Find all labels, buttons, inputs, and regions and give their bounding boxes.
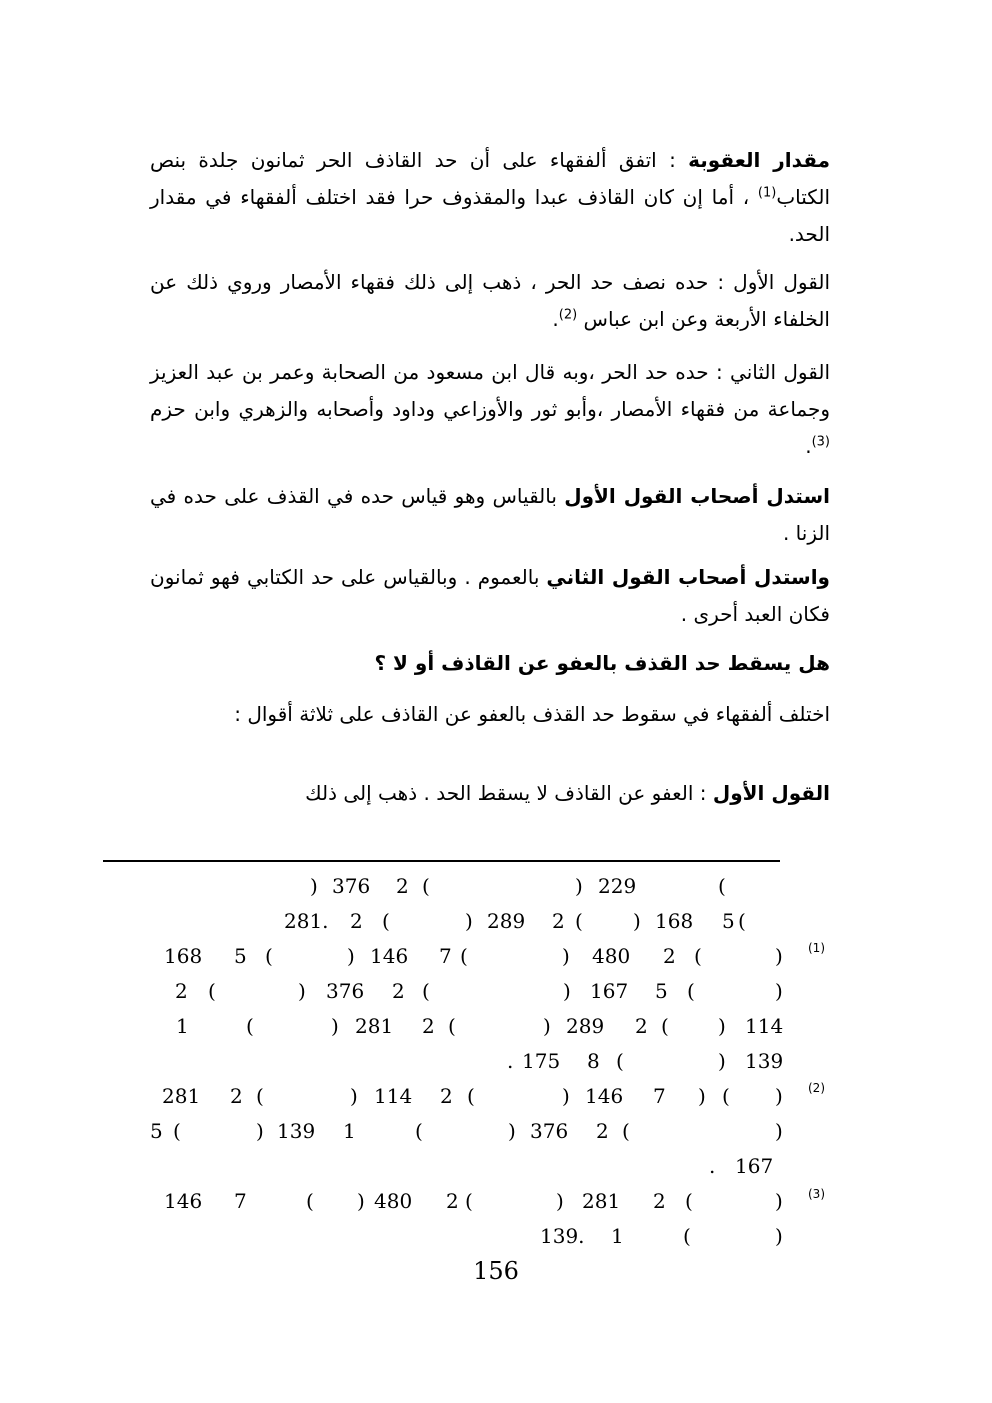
- paragraph-disagreement: [150, 696, 830, 733]
- paragraph-second-opinion: [150, 354, 830, 465]
- footnote-token: ): [775, 1224, 783, 1248]
- footnote-token: ): [775, 944, 783, 968]
- paragraph-text: بالقياس وهو قياس حده في القذف على حده في الزنا .: [150, 484, 830, 545]
- footnote-token: 5: [234, 944, 247, 968]
- footnote-token: ): [347, 944, 355, 968]
- footnote-token: 168: [164, 944, 203, 968]
- footnote-token: 289: [566, 1014, 605, 1038]
- bold-term: مقدار العقوبة: [688, 148, 830, 172]
- footnote-token: 2: [653, 1189, 666, 1213]
- footnote-token: (: [422, 874, 430, 898]
- footnote-token: (: [718, 874, 726, 898]
- footnote-token: 139.: [540, 1224, 585, 1248]
- footnote-token: ): [775, 1084, 783, 1108]
- footnote-token: (: [382, 909, 390, 933]
- footnote-token: 8: [587, 1049, 600, 1073]
- footnote-token: 7: [653, 1084, 666, 1108]
- footnote-token: 5: [655, 979, 668, 1003]
- footnote-token: 175: [522, 1049, 561, 1073]
- footnote-token: 2: [392, 979, 405, 1003]
- footnote-token: 146: [164, 1189, 203, 1213]
- footnote-token: ): [331, 1014, 339, 1038]
- footnote-token: (: [622, 1119, 630, 1143]
- footnote-token: 7: [234, 1189, 247, 1213]
- paragraph-first-evidence: [150, 478, 830, 552]
- footnote-token: 281: [162, 1084, 201, 1108]
- paragraph-text: اختلف ألفقهاء في سقوط حد القذف بالعفو عن القاذف على ثلاثة أقوال :: [234, 702, 830, 726]
- footnote-token: (: [685, 1189, 693, 1213]
- bold-term: استدل أصحاب القول الأول: [564, 484, 830, 508]
- footnote-token: (: [661, 1014, 669, 1038]
- footnote-token: 1: [176, 1014, 189, 1038]
- footnote-token: 167: [590, 979, 629, 1003]
- footnote-token: 480: [592, 944, 631, 968]
- footnote-token: ): [633, 909, 641, 933]
- footnote-marker: (1): [808, 941, 825, 955]
- footnote-token: (: [306, 1189, 314, 1213]
- footnote-ref: (2): [558, 307, 578, 323]
- footnote-line: [110, 939, 782, 974]
- footnote-token: (: [173, 1119, 181, 1143]
- footnote-token: ): [543, 1014, 551, 1038]
- footnote-token: ): [575, 874, 583, 898]
- footnote-token: (: [722, 1084, 730, 1108]
- footnote-line: [110, 1149, 782, 1184]
- footnote-token: 2: [396, 874, 409, 898]
- footnote-token: ): [563, 979, 571, 1003]
- footnote-token: (: [422, 979, 430, 1003]
- footnote-marker: (2): [808, 1081, 825, 1095]
- paragraph-text: بالعموم . وبالقياس على حد الكتابي فهو ثمانون فكان العبد أحرى .: [150, 565, 830, 626]
- footnote-token: 281: [355, 1014, 394, 1038]
- footnote-token: 139: [745, 1049, 784, 1073]
- footnote-ref: (1): [757, 185, 777, 201]
- footnote-token: ): [718, 1014, 726, 1038]
- paragraph-third-opinion-start: [150, 775, 830, 812]
- footnote-token: (: [448, 1014, 456, 1038]
- footnote-token: (: [460, 944, 468, 968]
- footnote-token: ): [556, 1189, 564, 1213]
- footnote-token: (: [738, 909, 746, 933]
- footnote-token: 2: [422, 1014, 435, 1038]
- footnote-token: (: [415, 1119, 423, 1143]
- footnote-token: ): [775, 979, 783, 1003]
- bold-term: واستدل أصحاب القول الثاني: [546, 565, 830, 589]
- footnote-line: [110, 1114, 782, 1149]
- footnote-line: [110, 1044, 782, 1079]
- footnote-token: (: [683, 1224, 691, 1248]
- footnote-token: .: [507, 1049, 514, 1073]
- bold-term: القول الأول: [712, 781, 830, 805]
- footnote-token: .: [709, 1154, 716, 1178]
- footnote-line: [110, 1219, 782, 1254]
- paragraph-text: .: [805, 434, 812, 458]
- footnote-token: ): [256, 1119, 264, 1143]
- footnote-marker: (3): [808, 1187, 825, 1201]
- footnote-token: 281.: [284, 909, 329, 933]
- footnote-token: 139: [277, 1119, 316, 1143]
- footnote-token: 289: [487, 909, 526, 933]
- footnote-token: (: [256, 1084, 264, 1108]
- footnote-token: ): [775, 1119, 783, 1143]
- footnote-token: ): [508, 1119, 516, 1143]
- footnote-token: 2: [230, 1084, 243, 1108]
- footnote-token: ): [718, 1049, 726, 1073]
- footnote-token: 229: [598, 874, 637, 898]
- footnote-token: (: [265, 944, 273, 968]
- footnote-token: 5: [722, 909, 735, 933]
- footnote-token: (: [687, 979, 695, 1003]
- paragraph-text: القول الثاني : حده حد الحر ،وبه قال ابن مسعود من الصحابة وعمر بن عبد العزيز وجماعة من فقهاء الأمصار ،وأبو ثور والأوزاعي وداود وأصحابه والزهري وابن حزم: [150, 360, 830, 421]
- footnote-line: [110, 869, 782, 904]
- paragraph-second-evidence: [150, 559, 830, 633]
- footnote-token: (: [694, 944, 702, 968]
- footnote-token: (: [575, 909, 583, 933]
- paragraph-first-opinion: [150, 264, 830, 338]
- footnote-token: ): [465, 909, 473, 933]
- section-heading: هل يسقط حد القذف بالعفو عن القاذف أو لا ؟: [374, 651, 830, 675]
- footnote-token: 376: [326, 979, 365, 1003]
- footnote-token: (: [467, 1084, 475, 1108]
- footnote-token: 114: [745, 1014, 784, 1038]
- footnote-token: 2: [596, 1119, 609, 1143]
- footnote-separator: [103, 860, 780, 862]
- footnote-token: ): [562, 1084, 570, 1108]
- footnote-token: 5: [150, 1119, 163, 1143]
- footnote-token: ): [310, 874, 318, 898]
- footnote-token: 376: [530, 1119, 569, 1143]
- paragraph-text: .: [552, 307, 559, 331]
- footnote-token: 1: [611, 1224, 624, 1248]
- footnote-token: ): [350, 1084, 358, 1108]
- footnote-token: ): [775, 1189, 783, 1213]
- footnote-line: [110, 1009, 782, 1044]
- footnote-token: ): [357, 1189, 365, 1213]
- paragraph-text: القول الأول : حده نصف حد الحر ، ذهب إلى ذلك فقهاء الأمصار وروي ذلك عن الخلفاء الأربعة وعن ابن عباس: [150, 270, 830, 331]
- footnote-token: 146: [585, 1084, 624, 1108]
- footnote-token: 480: [374, 1189, 413, 1213]
- footnote-token: 1: [343, 1119, 356, 1143]
- footnote-line: [110, 904, 782, 939]
- footnote-token: 2: [440, 1084, 453, 1108]
- footnote-line: [110, 1184, 782, 1219]
- footnote-line: [110, 974, 782, 1009]
- footnote-token: ): [298, 979, 306, 1003]
- footnote-token: (: [616, 1049, 624, 1073]
- footnote-token: 114: [374, 1084, 413, 1108]
- footnote-token: 2: [552, 909, 565, 933]
- footnote-token: ): [562, 944, 570, 968]
- footnote-token: 167: [735, 1154, 774, 1178]
- footnote-token: 7: [439, 944, 452, 968]
- footnote-token: (: [208, 979, 216, 1003]
- footnote-token: 2: [175, 979, 188, 1003]
- footnote-line: [110, 1079, 782, 1114]
- footnote-token: 2: [663, 944, 676, 968]
- paragraph-text: : اتفق ألفقهاء على أن حد القاذف الحر ثمانون جلدة بنص الكتاب: [150, 148, 830, 209]
- footnote-token: ): [698, 1084, 706, 1108]
- paragraph-text: : العفو عن القاذف لا يسقط الحد . ذهب إلى ذلك: [305, 781, 713, 805]
- paragraph-punishment-amount: [150, 142, 830, 253]
- footnote-ref: (3): [811, 434, 830, 450]
- footnote-token: 281: [582, 1189, 621, 1213]
- footnote-token: (: [246, 1014, 254, 1038]
- footnote-token: 376: [332, 874, 371, 898]
- paragraph-text: ، أما إن كان القاذف عبدا والمقذوف حرا فقد اختلف ألفقهاء في مقدار الحد.: [150, 185, 830, 246]
- footnote-token: 2: [350, 909, 363, 933]
- footnote-token: 168: [655, 909, 694, 933]
- page-number: 156: [473, 1257, 519, 1285]
- footnote-token: (: [465, 1189, 473, 1213]
- footnote-token: 146: [370, 944, 409, 968]
- footnote-token: 2: [635, 1014, 648, 1038]
- footnote-token: 2: [446, 1189, 459, 1213]
